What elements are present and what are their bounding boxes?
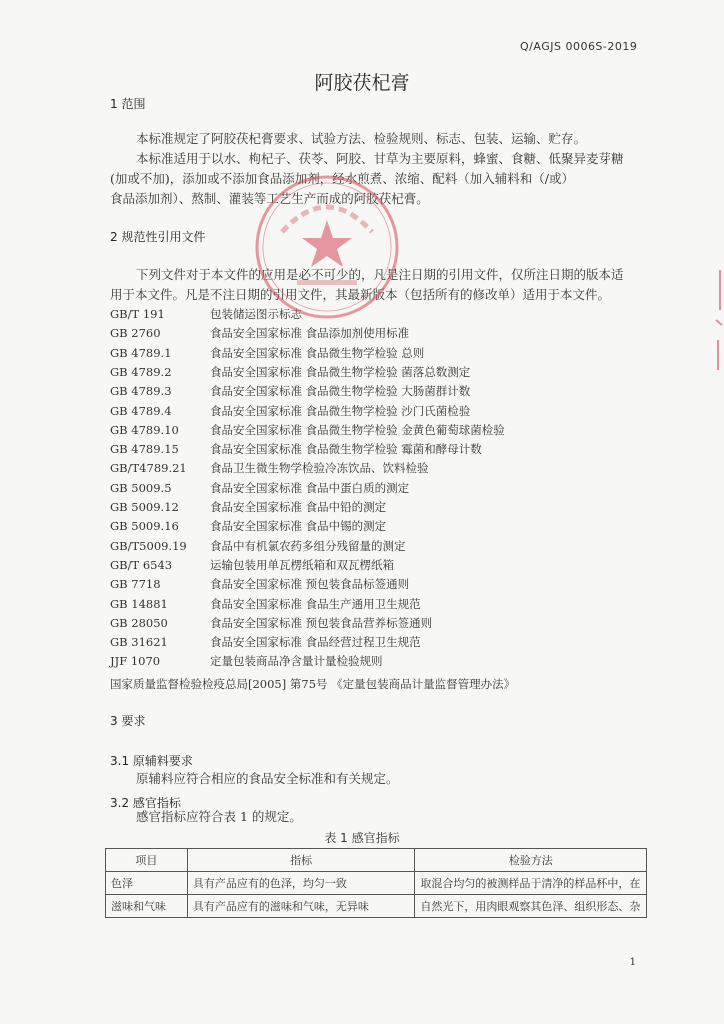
reference-name: 食品安全国家标准 食品经营过程卫生规范 <box>210 635 421 650</box>
section-3-2-heading: 3.2 感官指标 <box>110 796 181 810</box>
table-cell-spec: 具有产品应有的色泽，均匀一致 <box>187 872 415 895</box>
reference-code: GB 31621 <box>110 635 168 650</box>
section-1-para-4: 食品添加剂）、熬制、灌装等工艺生产而成的阿胶茯杞膏。 <box>110 191 429 206</box>
table-header-method: 检验方法 <box>415 849 647 872</box>
section-1-heading: 1 范围 <box>110 97 146 111</box>
reference-item <box>110 325 409 341</box>
table-cell-spec: 具有产品应有的滋味和气味，无异味 <box>187 895 415 918</box>
reference-name: 食品安全国家标准 食品微生物学检验 沙门氏菌检验 <box>210 403 471 418</box>
reference-name: 运输包装用单瓦楞纸箱和双瓦楞纸箱 <box>210 557 394 572</box>
table-row <box>106 872 647 895</box>
section-2-intro-1: 下列文件对于本文件的应用是必不可少的，凡是注日期的引用文件，仅所注日期的版本适 <box>136 267 624 282</box>
reference-item <box>110 499 386 515</box>
reference-item <box>110 345 424 361</box>
reference-name: 食品安全国家标准 食品微生物学检验 大肠菌群计数 <box>210 384 471 399</box>
section-3-1-heading: 3.1 原辅料要求 <box>110 754 193 768</box>
reference-item <box>110 557 394 573</box>
reference-name: 食品卫生微生物学检验冷冻饮品、饮料检验 <box>210 461 429 476</box>
reference-name: 食品安全国家标准 食品微生物学检验 菌落总数测定 <box>210 364 471 379</box>
reference-item <box>110 538 406 554</box>
section-1-para-2: 本标准适用于以水、枸杞子、茯苓、阿胶、甘草为主要原料，蜂蜜、食糖、低聚异麦芽糖 <box>136 151 624 166</box>
reference-item <box>110 383 470 399</box>
table-header-item: 项目 <box>106 849 188 872</box>
reference-item <box>110 518 386 534</box>
reference-item <box>110 364 470 380</box>
reference-code: GB 14881 <box>110 596 168 611</box>
reference-code: GB/T 6543 <box>110 557 173 572</box>
reference-item <box>110 480 409 496</box>
table-cell-method: 自然光下，用肉眼观察其色泽、组织形态、杂 <box>415 895 647 918</box>
table-row <box>106 895 647 918</box>
reference-code: GB 5009.16 <box>110 519 179 534</box>
reference-code: JJF 1070 <box>110 654 161 669</box>
table-1-caption: 表 1 感官指标 <box>324 831 400 845</box>
company-seal-stamp <box>252 172 402 322</box>
extra-reference: 国家质量监督检验检疫总局[2005] 第75号 《定量包装商品计量监督管理办法》 <box>110 677 516 691</box>
table-header-spec: 指标 <box>187 849 415 872</box>
reference-name: 食品安全国家标准 食品添加剂使用标准 <box>210 326 410 341</box>
section-2-intro-2: 用于本文件。凡是不注日期的引用文件，其最新版本（包括所有的修改单）适用于本文件。 <box>110 287 611 302</box>
table-cell-item: 色泽 <box>106 872 188 895</box>
reference-name: 食品安全国家标准 食品微生物学检验 总则 <box>210 345 425 360</box>
reference-code: GB/T5009.19 <box>110 538 187 553</box>
reference-code: GB/T4789.21 <box>110 461 187 476</box>
reference-code: GB 4789.4 <box>110 403 172 418</box>
reference-name: 食品安全国家标准 食品中铅的测定 <box>210 500 387 514</box>
section-1-para-1: 本标准规定了阿胶茯杞膏要求、试验方法、检验规则、标志、包装、运输、贮存。 <box>136 131 587 146</box>
reference-code: GB 4789.10 <box>110 422 179 437</box>
reference-item <box>110 422 505 438</box>
table-header-row <box>106 849 647 872</box>
reference-code: GB 7718 <box>110 577 161 592</box>
page-number: 1 <box>629 957 636 968</box>
reference-item <box>110 403 470 419</box>
reference-item <box>110 634 421 650</box>
document-title: 阿胶茯杞膏 <box>314 72 410 94</box>
reference-name: 食品安全国家标准 食品微生物学检验 金黄色葡萄球菌检验 <box>210 422 505 437</box>
reference-code: GB 4789.15 <box>110 442 179 457</box>
reference-name: 食品安全国家标准 食品中锡的测定 <box>210 519 387 534</box>
reference-code: GB/T 191 <box>110 307 165 321</box>
section-2-heading: 2 规范性引用文件 <box>110 230 206 244</box>
reference-item <box>110 615 432 631</box>
table-cell-item: 滋味和气味 <box>106 895 188 918</box>
reference-code: GB 4789.3 <box>110 384 172 399</box>
reference-name: 定量包装商品净含量计量检验规则 <box>210 654 383 669</box>
reference-name: 食品安全国家标准 预包装食品标签通则 <box>210 577 410 592</box>
reference-code: GB 5009.5 <box>110 480 172 495</box>
reference-name: 食品安全国家标准 食品中蛋白质的测定 <box>210 480 410 495</box>
reference-code: GB 5009.12 <box>110 500 179 514</box>
sensory-table <box>105 848 647 918</box>
reference-code: GB 28050 <box>110 615 168 630</box>
reference-item <box>110 653 383 669</box>
reference-code: GB 2760 <box>110 326 161 341</box>
section-3-heading: 3 要求 <box>110 714 146 728</box>
reference-code: GB 4789.2 <box>110 364 172 379</box>
reference-name: 食品中有机氯农药多组分残留量的测定 <box>210 538 406 553</box>
reference-item <box>110 576 409 592</box>
table-cell-method: 取混合均匀的被测样品于清净的样品杯中，在 <box>415 872 647 895</box>
document-code: Q/AGJS 0006S-2019 <box>520 40 638 53</box>
reference-name: 食品安全国家标准 食品生产通用卫生规范 <box>210 596 421 611</box>
section-1-para-3: (加或不加)，添加或不添加食品添加剂，经水煎煮、浓缩、配料（加入辅料和（/或） <box>110 171 574 186</box>
reference-name: 包装储运图示标志 <box>210 307 302 321</box>
reference-item <box>110 460 429 476</box>
reference-item <box>110 441 482 457</box>
reference-name: 食品安全国家标准 预包装食品营养标签通则 <box>210 615 433 630</box>
reference-item <box>110 596 421 612</box>
section-3-2-text: 感官指标应符合表 1 的规定。 <box>136 809 302 824</box>
reference-code: GB 4789.1 <box>110 345 172 360</box>
edge-seal-fragment <box>712 270 724 370</box>
section-3-1-text: 原辅料应符合相应的食品安全标准和有关规定。 <box>136 771 399 786</box>
reference-name: 食品安全国家标准 食品微生物学检验 霉菌和酵母计数 <box>210 442 482 457</box>
